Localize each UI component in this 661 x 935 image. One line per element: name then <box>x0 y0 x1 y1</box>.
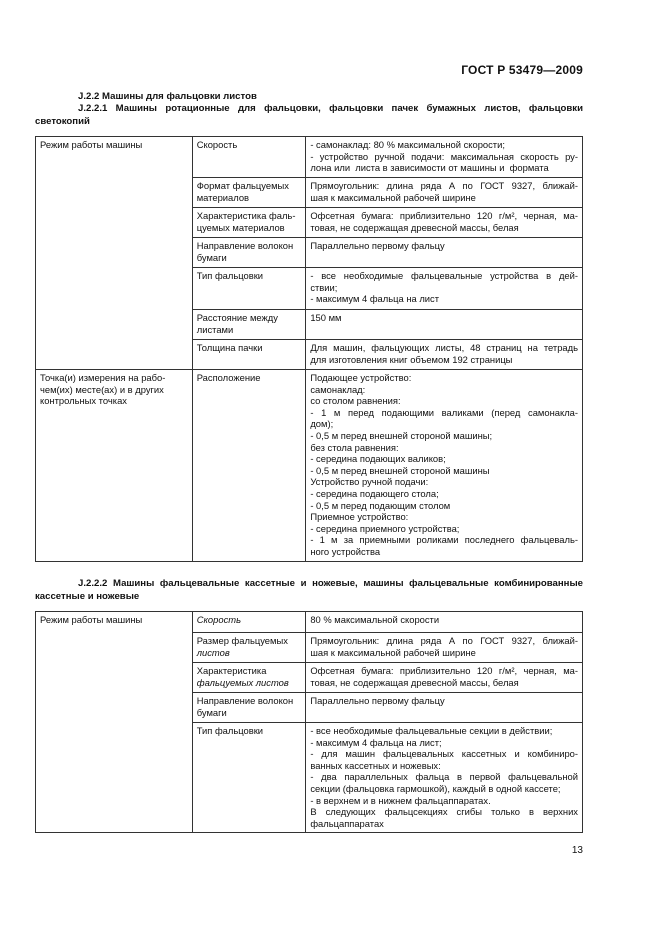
table-cell <box>192 693 306 723</box>
value-line: 150 мм <box>310 312 342 323</box>
value-line: со столом равнения: <box>310 395 401 407</box>
value-line: секции (фальцовка гармошкой), каждый в одной кассете; <box>310 782 561 794</box>
value-line: товая, не содержащая древесной массы, белая <box>310 221 519 233</box>
row-label: Режим работы машины <box>40 139 143 150</box>
table-cell <box>192 268 306 310</box>
table-cell <box>192 340 306 370</box>
value-line: Подающее устройство: <box>310 372 412 383</box>
table-cell <box>306 340 583 370</box>
row-label: Точка(и) измерения на рабо- <box>40 372 166 383</box>
value-line: Прямоугольник: длина ряда А по ГОСТ 9327, ближай- <box>310 180 578 191</box>
table-cell <box>192 723 306 833</box>
value-line: - для машин фальцевальных кассетных и комбиниро- <box>310 748 578 760</box>
value-line: Устройство ручной подачи: <box>310 476 429 488</box>
value-line: Для машин, фальцующих листы, 48 страниц на тетрадь <box>310 342 578 353</box>
table-cell <box>306 370 583 562</box>
parameter-name: материалов <box>196 191 250 203</box>
table-cell <box>306 693 583 723</box>
parameter-name: Скорость <box>196 139 238 150</box>
row-label: Режим работы машины <box>40 614 143 625</box>
value-line: товая, не содержащая древесной массы, белая <box>310 676 519 688</box>
parameter-name: Характеристика <box>196 665 267 676</box>
value-line: Офсетная бумага: приблизительно 120 г/м², черная, ма- <box>310 210 578 221</box>
value-line: Приемное устройство: <box>310 511 409 523</box>
table-cell <box>36 370 193 562</box>
parameter-name: Толщина пачки <box>196 342 263 353</box>
parameter-name: Тип фальцовки <box>196 725 264 736</box>
table-cell <box>306 310 583 340</box>
table-row <box>36 370 583 562</box>
value-line: ванных кассетных и ножевых: <box>310 759 441 771</box>
value-line: - 0,5 м перед внешней стороной машины; <box>310 429 493 441</box>
parameter-name: Направление волокон <box>196 695 294 706</box>
parameter-name: фальцуемых листов <box>196 676 289 688</box>
row-label: контрольных точках <box>40 395 127 407</box>
value-line: - в верхнем и в нижнем фальцаппаратах. <box>310 794 491 806</box>
value-line: шая к максимальной рабочей ширине <box>310 646 476 658</box>
value-line: Параллельно первому фальцу <box>310 695 445 706</box>
parameter-name: бумаги <box>196 706 227 718</box>
value-line: - середина приемного устройства; <box>310 522 460 534</box>
value-line: лона или листа в зависимости от машины и формата <box>310 162 549 174</box>
value-line: для изготовления книг объемом 192 страницы <box>310 353 513 365</box>
value-line: - середина подающего стола; <box>310 487 439 499</box>
value-line: - 1 м перед подающими валиками (перед самонакла- <box>310 406 578 418</box>
page-number: 13 <box>571 845 583 856</box>
table-cell <box>306 633 583 663</box>
table-cell <box>192 370 306 562</box>
row-label: чем(их) месте(ах) и в других <box>40 383 164 395</box>
table-cell <box>192 238 306 268</box>
parameter-name: Размер фальцуемых <box>196 635 288 646</box>
value-line: без стола равнения: <box>310 441 399 453</box>
table-row <box>36 137 583 178</box>
table-cell <box>306 137 583 178</box>
table-cell <box>36 137 193 370</box>
parameter-name: Формат фальцуемых <box>196 180 289 191</box>
table-cell <box>306 238 583 268</box>
table-cell <box>192 663 306 693</box>
parameter-name: Расстояние между <box>196 312 278 323</box>
value-line: - 0,5 м перед внешней стороной машины <box>310 464 490 476</box>
table-cell <box>306 663 583 693</box>
table-cell <box>306 723 583 833</box>
value-line: ствии; <box>310 281 338 293</box>
table-row <box>36 612 583 633</box>
value-line: - середина подающих валиков; <box>310 453 446 465</box>
table-cell <box>306 178 583 208</box>
parameter-name: бумаги <box>196 251 227 263</box>
value-line: - два параллельных фальца в первой фальцевальной <box>310 771 578 783</box>
value-line: - максимум 4 фальца на лист; <box>310 736 442 748</box>
value-line: - 0,5 м перед подающим столом <box>310 499 451 511</box>
value-line: ного устройства <box>310 545 381 557</box>
document-code: ГОСТ Р 53479—2009 <box>461 63 583 77</box>
value-line: - максимум 4 фальца на лист <box>310 293 440 305</box>
parameter-name: Скорость <box>196 614 242 625</box>
parameter-name: Тип фальцовки <box>196 270 264 281</box>
table-cell <box>192 633 306 663</box>
value-line: фальцаппаратах <box>310 817 384 829</box>
section-heading-j221: J.2.2.1 Машины ротационные для фальцовки, фальцовки пачек бумажных листов, фальцовки светокопий <box>35 103 583 127</box>
table-cell <box>36 612 193 833</box>
table-cell <box>306 612 583 633</box>
value-line: - устройство ручной подачи: максимальная скорость ру- <box>310 150 578 162</box>
parameter-name: Расположение <box>196 372 261 383</box>
value-line: самонаклад: <box>310 383 366 395</box>
table-j222 <box>35 611 583 833</box>
table-cell <box>192 137 306 178</box>
table-cell <box>192 208 306 238</box>
value-line: 80 % максимальной скорости <box>310 614 440 625</box>
table-cell <box>192 178 306 208</box>
value-line: - 1 м за приемными роликами последнего фальцеваль- <box>310 534 578 546</box>
parameter-name: Характеристика фаль- <box>196 210 296 221</box>
table-cell <box>306 268 583 310</box>
table-cell <box>192 310 306 340</box>
parameter-name: листов <box>196 646 230 658</box>
section-heading-j222: J.2.2.2 Машины фальцевальные кассетные и ножевые, машины фальцевальные комбинированные кассетные и ножевые <box>35 578 583 602</box>
value-line: - все необходимые фальцевальные секции в действии; <box>310 725 553 736</box>
value-line: Прямоугольник: длина ряда А по ГОСТ 9327, ближай- <box>310 635 578 646</box>
table-j221 <box>35 136 583 562</box>
parameter-name: Направление волокон <box>196 240 294 251</box>
value-line: Офсетная бумага: приблизительно 120 г/м², черная, ма- <box>310 665 578 676</box>
parameter-name: листами <box>196 323 234 335</box>
table-cell <box>306 208 583 238</box>
value-line: Параллельно первому фальцу <box>310 240 445 251</box>
value-line: шая к максимальной рабочей ширине <box>310 191 476 203</box>
value-line: - самонаклад: 80 % максимальной скорости; <box>310 139 505 150</box>
parameter-name: цуемых материалов <box>196 221 285 233</box>
value-line: дом); <box>310 418 334 430</box>
value-line: - все необходимые фальцевальные устройства в дей- <box>310 270 578 281</box>
value-line: В следующих фальцсекциях сгибы только в верхних <box>310 806 578 818</box>
table-cell <box>192 612 306 633</box>
section-heading-j22: J.2.2 Машины для фальцовки листов <box>78 91 257 102</box>
